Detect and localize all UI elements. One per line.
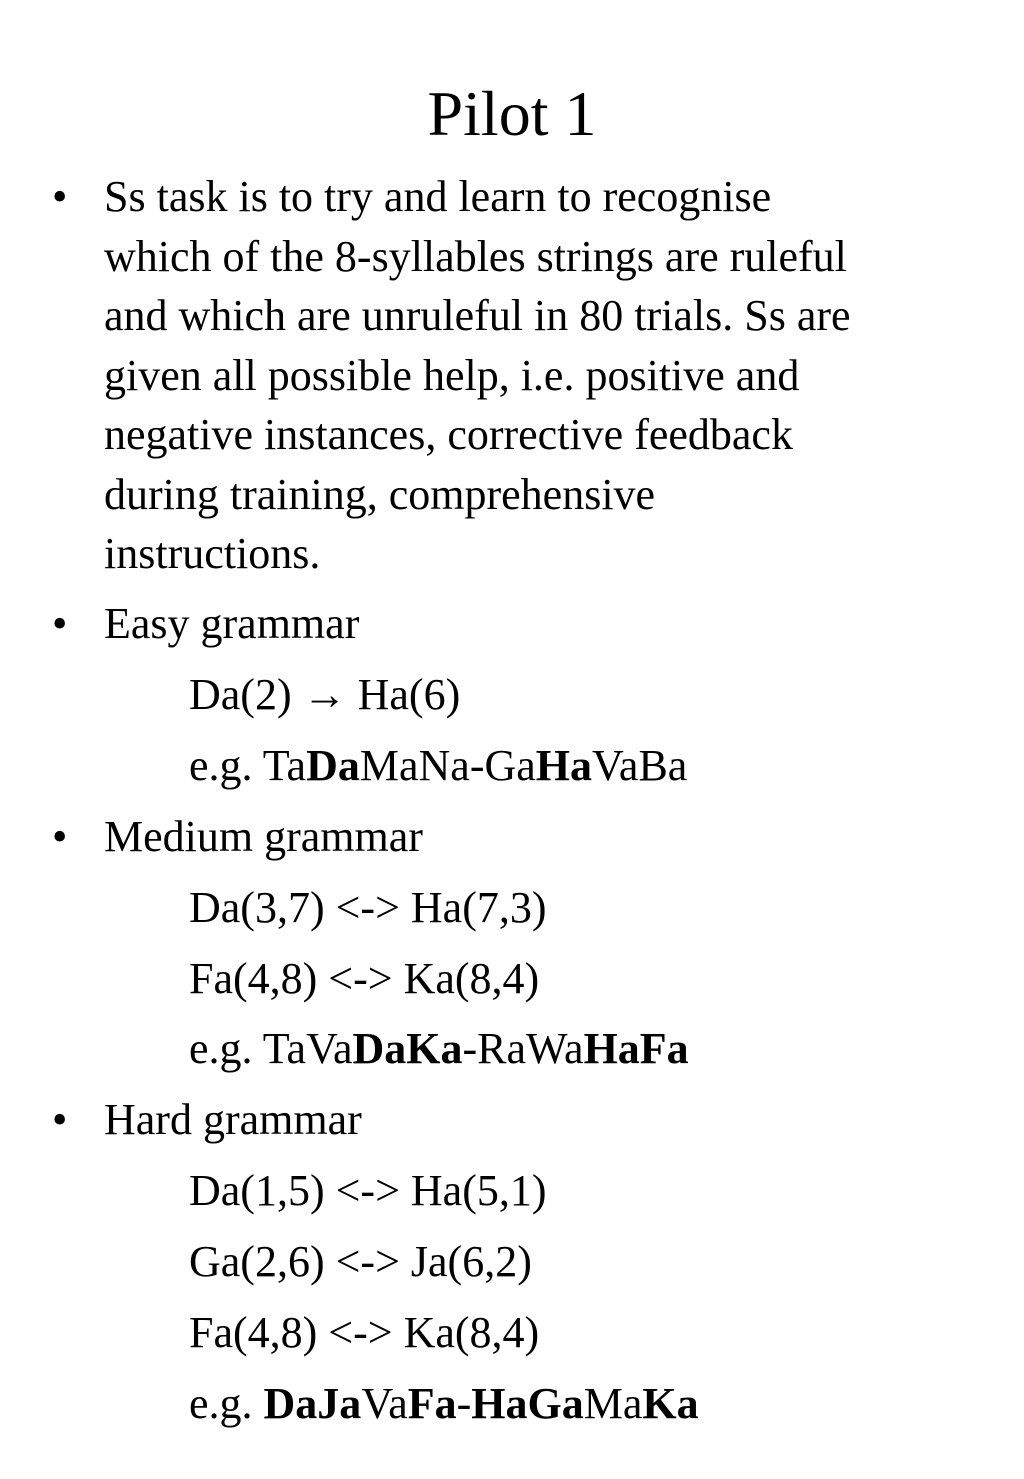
bullet-marker: • [52,599,68,648]
example-segment: TaVa [262,1024,353,1073]
hard-rule-1: Da(1,5) <-> Ha(5,1) [189,1166,547,1215]
text-line: during training, comprehensive [104,469,656,519]
example-segment: Va [361,1379,408,1428]
example-prefix: e.g. [189,1379,264,1428]
bullet-heading: Hard grammar [104,1095,362,1144]
bullet-heading: Easy grammar [104,599,360,648]
text-line: given all possible help, i.e. positive and [104,350,800,400]
easy-example [189,736,687,796]
medium-rule-1: Da(3,7) <-> Ha(7,3) [189,883,547,932]
example-segment: MaNa-Ga [359,741,536,790]
example-segment-bold: DaKa [352,1024,463,1073]
bullet-marker: • [52,812,68,861]
example-segment-bold: DaJa [263,1379,362,1428]
text-line: Ss task is to try and learn to recognise [104,172,772,221]
hard-example [189,1374,699,1434]
example-segment: Ma [583,1379,643,1428]
example-segment: -RaWa [462,1024,584,1073]
example-segment-bold: HaFa [583,1024,689,1073]
example-segment-bold: Ha [535,741,593,790]
text-line: which of the 8-syllables strings are ruleful [104,231,847,281]
text-line: instructions. [104,529,321,578]
example-segment-bold: HaGa [471,1379,584,1428]
easy-rule: Da(2) → Ha(6) [189,670,461,719]
example-prefix: e.g. [189,741,263,790]
slide-title: Pilot 1 [427,78,597,149]
text-line: negative instances, corrective feedback [104,410,793,459]
example-segment: VaBa [592,741,688,790]
example-segment: - [456,1379,472,1428]
bullet-marker: • [52,172,68,221]
example-segment: Ta [262,741,307,790]
medium-rule-2: Fa(4,8) <-> Ka(8,4) [189,954,540,1003]
bullet-task-text [104,167,964,584]
example-prefix: e.g. [189,1024,263,1073]
example-segment-bold: Fa [407,1379,457,1428]
example-segment-bold: Da [306,741,360,790]
bullet-marker: • [52,1095,68,1144]
example-segment-bold: Ka [642,1379,699,1428]
hard-rule-3: Fa(4,8) <-> Ka(8,4) [189,1308,540,1357]
medium-example [189,1019,689,1079]
hard-rule-2: Ga(2,6) <-> Ja(6,2) [189,1237,532,1286]
text-line: and which are unruleful in 80 trials. Ss are [104,291,851,340]
bullet-heading: Medium grammar [104,812,423,861]
